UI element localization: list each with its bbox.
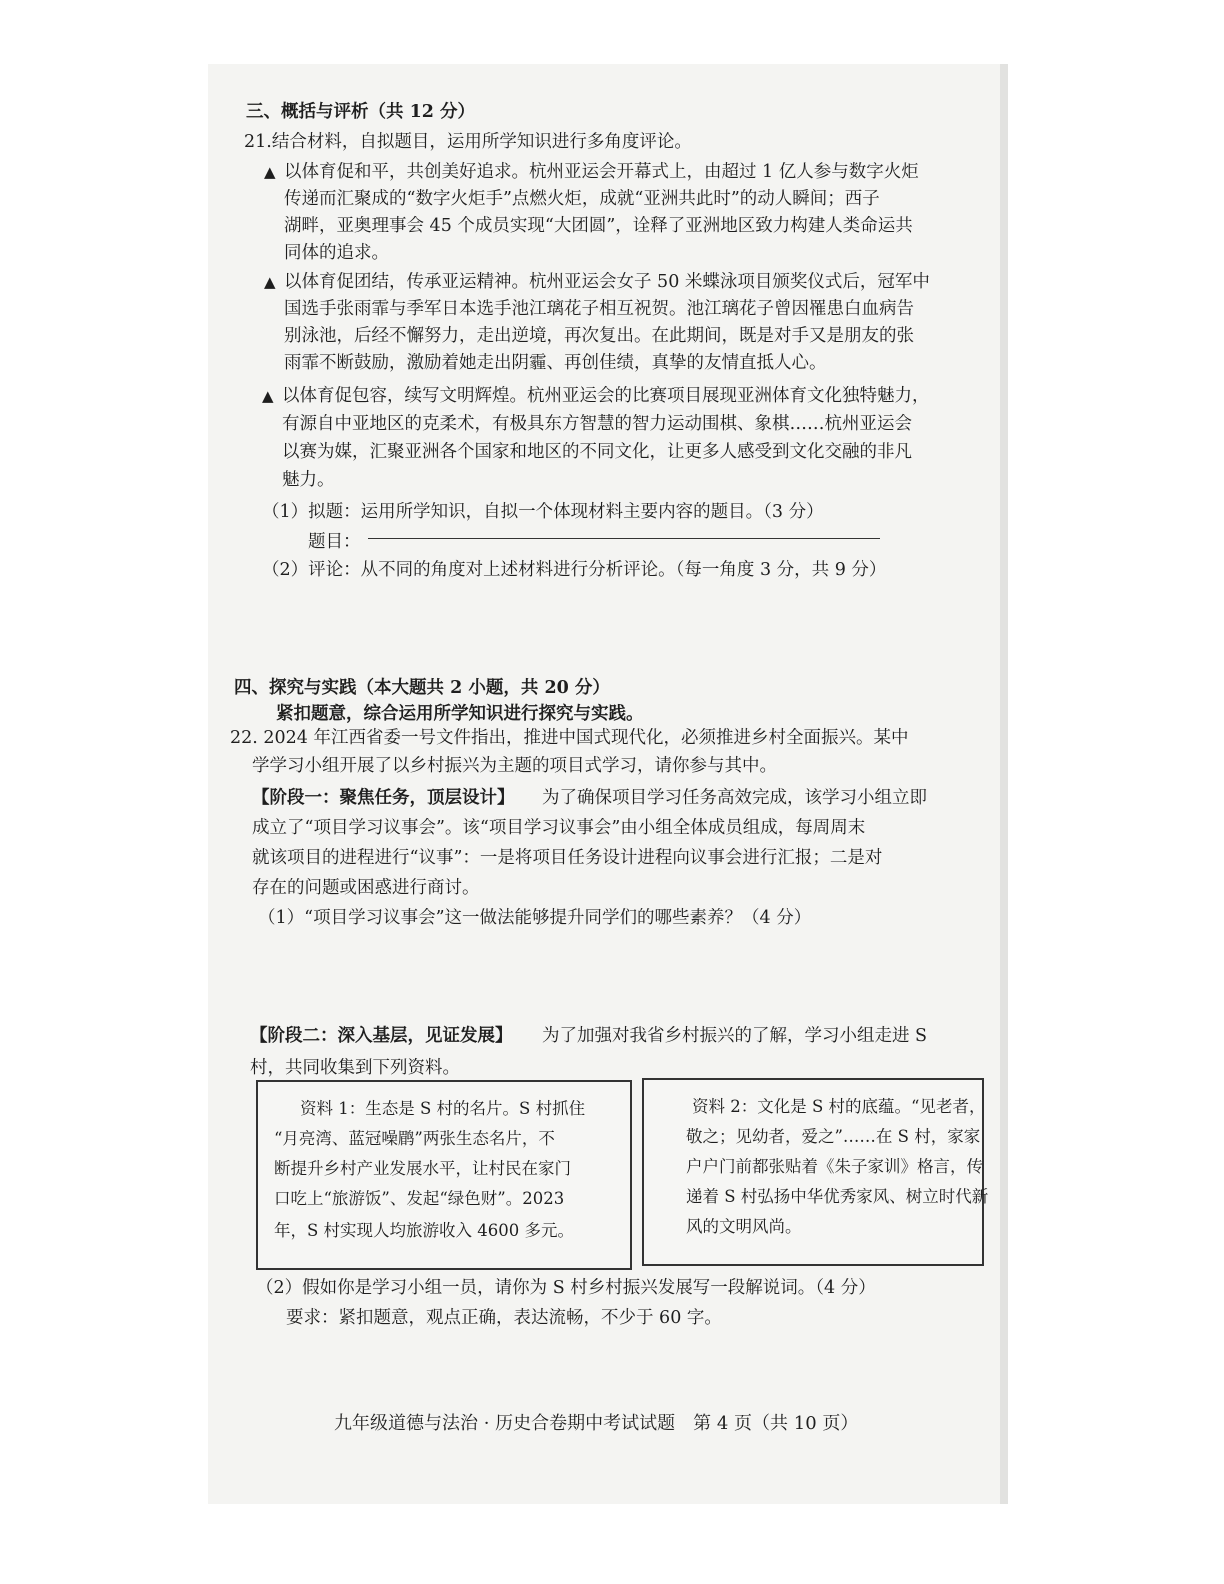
stage1-question: （1）“项目学习议事会”这一做法能够提升同学们的哪些素养？（4 分） (258, 908, 812, 928)
stage1-line: 成立了“项目学习议事会”。该“项目学习议事会”由小组全体成员组成，每周周末 (252, 818, 866, 838)
triangle-bullet-icon: ▲ (264, 163, 276, 181)
section3-title: 三、概括与评析（共 12 分） (246, 102, 476, 122)
q21-part2: （2）评论：从不同的角度对上述材料进行分析评论。（每一角度 3 分，共 9 分） (262, 560, 887, 580)
material-line: 以体育促团结，传承亚运精神。杭州亚运会女子 50 米蝶泳项目颁奖仪式后，冠军中 (284, 272, 930, 292)
material-line: 以赛为媒，汇聚亚洲各个国家和地区的不同文化，让更多人感受到文化交融的非凡 (282, 442, 912, 462)
material-line: 传递而汇聚成的“数字火炬手”点燃火炬，成就“亚洲共此时”的动人瞬间；西子 (284, 189, 880, 209)
material2-line: 资料 2：文化是 S 村的底蕴。“见老者， (692, 1097, 986, 1116)
q21-stem: 21.结合材料，自拟题目，运用所学知识进行多角度评论。 (244, 132, 692, 152)
q22-stem-line: 学学习小组开展了以乡村振兴为主题的项目式学习，请你参与其中。 (252, 756, 777, 776)
title-answer-line[interactable] (368, 538, 880, 539)
material1-line: 口吃上“旅游饭”、发起“绿色财”。2023 (274, 1189, 565, 1208)
material2-line: 递着 S 村弘扬中华优秀家风、树立时代新 (686, 1187, 989, 1206)
sheet-edge (1000, 64, 1008, 1504)
stage2-line: 为了加强对我省乡村振兴的了解，学习小组走进 S (542, 1026, 928, 1046)
stage1-line: 存在的问题或困惑进行商讨。 (252, 878, 480, 898)
q22-stem-line: 22. 2024 年江西省委一号文件指出，推进中国式现代化，必须推进乡村全面振兴。某中 (230, 728, 909, 748)
material-line: 以体育促和平，共创美好追求。杭州亚运会开幕式上，由超过 1 亿人参与数字火炬 (284, 162, 919, 182)
material1-line: “月亮湾、蓝冠噪鹛”两张生态名片，不 (274, 1129, 555, 1148)
material-line: 湖畔，亚奥理事会 45 个成员实现“大团圆”，诠释了亚洲地区致力构建人类命运共 (284, 216, 913, 236)
triangle-bullet-icon: ▲ (264, 273, 276, 291)
stage1-label: 【阶段一：聚焦任务，顶层设计】 (252, 788, 515, 808)
stage2-label: 【阶段二：深入基层，见证发展】 (250, 1026, 513, 1046)
material2-line: 风的文明风尚。 (686, 1217, 802, 1236)
stage2-requirement: 要求：紧扣题意，观点正确，表达流畅，不少于 60 字。 (286, 1308, 722, 1328)
material-line: 魅力。 (282, 470, 335, 490)
q21-title-label: 题目： (308, 532, 361, 552)
material-line: 别泳池，后经不懈努力，走出逆境，再次复出。在此期间，既是对手又是朋友的张 (284, 326, 914, 346)
triangle-bullet-icon: ▲ (262, 387, 274, 405)
material-line: 同体的追求。 (284, 243, 389, 263)
material-line: 雨霏不断鼓励，激励着她走出阴霾、再创佳绩，真挚的友情直抵人心。 (284, 353, 827, 373)
material2-line: 户户门前都张贴着《朱子家训》格言，传 (686, 1157, 983, 1176)
material2-line: 敬之；见幼者，爱之”……在 S 村，家家 (686, 1127, 981, 1146)
q21-part1: （1）拟题：运用所学知识，自拟一个体现材料主要内容的题目。（3 分） (262, 502, 824, 522)
section4-title: 四、探究与实践（本大题共 2 小题，共 20 分） (234, 678, 610, 698)
material1-box (256, 1080, 632, 1270)
stage2-question: （2）假如你是学习小组一员，请你为 S 村乡村振兴发展写一段解说词。（4 分） (256, 1278, 876, 1298)
material-line: 国选手张雨霏与季军日本选手池江璃花子相互祝贺。池江璃花子曾因罹患白血病告 (284, 299, 914, 319)
page-footer: 九年级道德与法治 · 历史合卷期中考试试题 第 4 页（共 10 页） (334, 1413, 859, 1434)
material-line: 有源自中亚地区的克柔术，有极具东方智慧的智力运动围棋、象棋……杭州亚运会 (282, 414, 912, 434)
material1-line: 资料 1：生态是 S 村的名片。S 村抓住 (300, 1099, 586, 1118)
stage1-line: 为了确保项目学习任务高效完成，该学习小组立即 (542, 788, 927, 808)
section4-instruction: 紧扣题意，综合运用所学知识进行探究与实践。 (276, 704, 644, 724)
stage2-line: 村，共同收集到下列资料。 (250, 1058, 460, 1078)
stage1-line: 就该项目的进程进行“议事”：一是将项目任务设计进程向议事会进行汇报；二是对 (252, 848, 883, 868)
material1-line: 断提升乡村产业发展水平，让村民在家门 (274, 1159, 571, 1178)
material1-line: 年，S 村实现人均旅游收入 4600 多元。 (274, 1221, 575, 1240)
material2-box (642, 1078, 989, 1266)
material-line: 以体育促包容，续写文明辉煌。杭州亚运会的比赛项目展现亚洲体育文化独特魅力， (282, 386, 930, 406)
